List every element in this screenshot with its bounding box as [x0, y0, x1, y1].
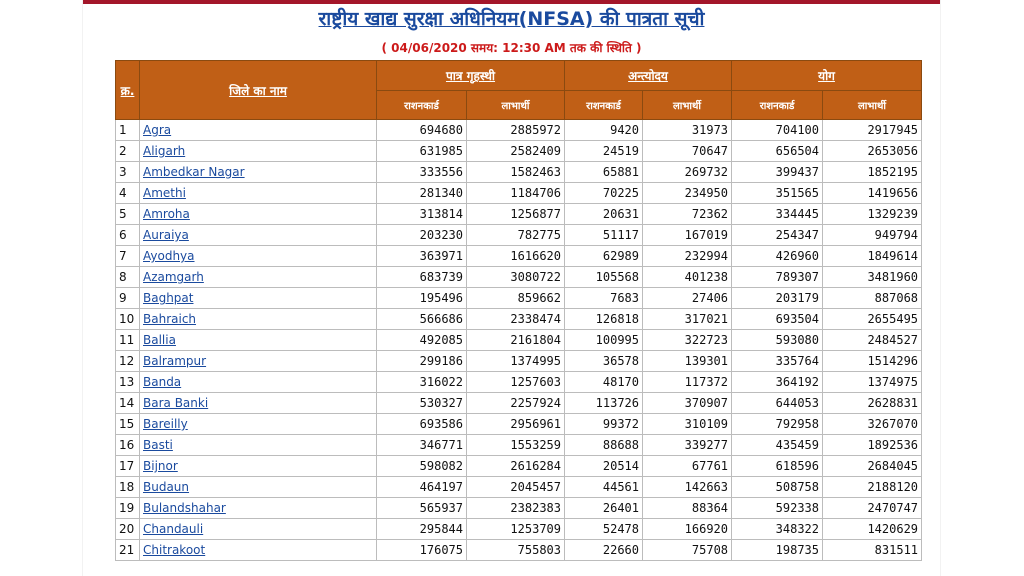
- row-serial-number: 20: [116, 519, 140, 540]
- value-cell: 3267070: [823, 414, 922, 435]
- value-cell: 693504: [732, 309, 823, 330]
- value-cell: 316022: [377, 372, 467, 393]
- row-serial-number: 18: [116, 477, 140, 498]
- value-cell: 139301: [643, 351, 732, 372]
- value-cell: 99372: [565, 414, 643, 435]
- table-row: [116, 309, 922, 330]
- district-cell: [140, 225, 377, 246]
- value-cell: 3080722: [467, 267, 565, 288]
- value-cell: 2956961: [467, 414, 565, 435]
- value-cell: 364192: [732, 372, 823, 393]
- value-cell: 65881: [565, 162, 643, 183]
- value-cell: 346771: [377, 435, 467, 456]
- value-cell: 755803: [467, 540, 565, 561]
- district-cell: [140, 351, 377, 372]
- value-cell: 831511: [823, 540, 922, 561]
- district-link[interactable]: Budaun: [143, 480, 190, 494]
- value-cell: 1420629: [823, 519, 922, 540]
- district-cell: [140, 183, 377, 204]
- table-row: [116, 204, 922, 225]
- district-cell: [140, 246, 377, 267]
- value-cell: 1329239: [823, 204, 922, 225]
- value-cell: 1374975: [823, 372, 922, 393]
- district-link[interactable]: Bijnor: [143, 459, 178, 473]
- row-serial-number: 2: [116, 141, 140, 162]
- district-link[interactable]: Amethi: [143, 186, 186, 200]
- value-cell: 295844: [377, 519, 467, 540]
- value-cell: 1616620: [467, 246, 565, 267]
- eligibility-table: [115, 60, 922, 561]
- table-row: [116, 351, 922, 372]
- value-cell: 566686: [377, 309, 467, 330]
- table-row: [116, 414, 922, 435]
- value-cell: 618596: [732, 456, 823, 477]
- district-link[interactable]: Chandauli: [143, 522, 204, 536]
- value-cell: 464197: [377, 477, 467, 498]
- col-header-sn: क्र.: [116, 61, 140, 120]
- value-cell: 2338474: [467, 309, 565, 330]
- value-cell: 2684045: [823, 456, 922, 477]
- table-body: [116, 120, 922, 561]
- value-cell: 348322: [732, 519, 823, 540]
- value-cell: 2616284: [467, 456, 565, 477]
- value-cell: 2917945: [823, 120, 922, 141]
- value-cell: 2045457: [467, 477, 565, 498]
- subheader-ration-cards: राशनकार्ड: [732, 91, 823, 120]
- district-cell: [140, 456, 377, 477]
- row-serial-number: 17: [116, 456, 140, 477]
- district-cell: [140, 372, 377, 393]
- value-cell: 48170: [565, 372, 643, 393]
- district-link[interactable]: Bara Banki: [143, 396, 209, 410]
- table-row: [116, 372, 922, 393]
- row-serial-number: 21: [116, 540, 140, 561]
- district-link[interactable]: Balrampur: [143, 354, 207, 368]
- row-serial-number: 15: [116, 414, 140, 435]
- value-cell: 62989: [565, 246, 643, 267]
- value-cell: 234950: [643, 183, 732, 204]
- district-link[interactable]: Banda: [143, 375, 182, 389]
- value-cell: 1582463: [467, 162, 565, 183]
- value-cell: 2257924: [467, 393, 565, 414]
- table-row: [116, 519, 922, 540]
- district-link[interactable]: Amroha: [143, 207, 190, 221]
- status-timestamp: ( 04/06/2020 समय: 12:30 AM तक की स्थिति ): [381, 41, 642, 55]
- district-link[interactable]: Ambedkar Nagar: [143, 165, 245, 179]
- row-serial-number: 1: [116, 120, 140, 141]
- value-cell: 51117: [565, 225, 643, 246]
- subheader-beneficiaries: लाभार्थी: [467, 91, 565, 120]
- value-cell: 2885972: [467, 120, 565, 141]
- value-cell: 24519: [565, 141, 643, 162]
- table-row: [116, 246, 922, 267]
- value-cell: 399437: [732, 162, 823, 183]
- value-cell: 370907: [643, 393, 732, 414]
- district-cell: [140, 498, 377, 519]
- value-cell: 269732: [643, 162, 732, 183]
- value-cell: 2470747: [823, 498, 922, 519]
- value-cell: 631985: [377, 141, 467, 162]
- district-cell: [140, 477, 377, 498]
- value-cell: 2382383: [467, 498, 565, 519]
- row-serial-number: 12: [116, 351, 140, 372]
- district-cell: [140, 393, 377, 414]
- table-row: [116, 498, 922, 519]
- value-cell: 789307: [732, 267, 823, 288]
- value-cell: 67761: [643, 456, 732, 477]
- table-row: [116, 267, 922, 288]
- value-cell: 20514: [565, 456, 643, 477]
- value-cell: 1257603: [467, 372, 565, 393]
- value-cell: 100995: [565, 330, 643, 351]
- subheader-beneficiaries: लाभार्थी: [643, 91, 732, 120]
- district-cell: [140, 540, 377, 561]
- value-cell: 2655495: [823, 309, 922, 330]
- value-cell: 310109: [643, 414, 732, 435]
- value-cell: 792958: [732, 414, 823, 435]
- value-cell: 3481960: [823, 267, 922, 288]
- value-cell: 166920: [643, 519, 732, 540]
- value-cell: 704100: [732, 120, 823, 141]
- value-cell: 593080: [732, 330, 823, 351]
- value-cell: 167019: [643, 225, 732, 246]
- value-cell: 142663: [643, 477, 732, 498]
- value-cell: 117372: [643, 372, 732, 393]
- district-link[interactable]: Bareilly: [143, 417, 188, 431]
- table-row: [116, 435, 922, 456]
- value-cell: 782775: [467, 225, 565, 246]
- value-cell: 198735: [732, 540, 823, 561]
- value-cell: 333556: [377, 162, 467, 183]
- subheader-beneficiaries: लाभार्थी: [823, 91, 922, 120]
- district-cell: [140, 309, 377, 330]
- district-link[interactable]: Ayodhya: [143, 249, 195, 263]
- value-cell: 1253709: [467, 519, 565, 540]
- table-row: [116, 540, 922, 561]
- value-cell: 52478: [565, 519, 643, 540]
- value-cell: 22660: [565, 540, 643, 561]
- district-cell: [140, 288, 377, 309]
- value-cell: 335764: [732, 351, 823, 372]
- row-serial-number: 7: [116, 246, 140, 267]
- value-cell: 565937: [377, 498, 467, 519]
- district-cell: [140, 141, 377, 162]
- value-cell: 26401: [565, 498, 643, 519]
- value-cell: 1849614: [823, 246, 922, 267]
- value-cell: 36578: [565, 351, 643, 372]
- value-cell: 203230: [377, 225, 467, 246]
- row-serial-number: 8: [116, 267, 140, 288]
- table-row: [116, 141, 922, 162]
- table-row: [116, 330, 922, 351]
- district-link[interactable]: Bulandshahar: [143, 501, 226, 515]
- value-cell: 281340: [377, 183, 467, 204]
- value-cell: 2653056: [823, 141, 922, 162]
- value-cell: 88364: [643, 498, 732, 519]
- value-cell: 126818: [565, 309, 643, 330]
- table-row: [116, 225, 922, 246]
- row-serial-number: 4: [116, 183, 140, 204]
- district-cell: [140, 267, 377, 288]
- col-header-district: जिले का नाम: [140, 61, 377, 120]
- row-serial-number: 3: [116, 162, 140, 183]
- table-row: [116, 393, 922, 414]
- value-cell: 1374995: [467, 351, 565, 372]
- top-accent-bar: [83, 0, 940, 4]
- district-cell: [140, 162, 377, 183]
- value-cell: 7683: [565, 288, 643, 309]
- district-link[interactable]: Auraiya: [143, 228, 189, 242]
- value-cell: 75708: [643, 540, 732, 561]
- page-title: राष्ट्रीय खाद्य सुरक्षा अधिनियम(NFSA) की पात्रता सूची: [318, 8, 705, 30]
- value-cell: 1553259: [467, 435, 565, 456]
- row-serial-number: 19: [116, 498, 140, 519]
- value-cell: 887068: [823, 288, 922, 309]
- table-row: [116, 477, 922, 498]
- value-cell: 1419656: [823, 183, 922, 204]
- value-cell: 322723: [643, 330, 732, 351]
- value-cell: 195496: [377, 288, 467, 309]
- value-cell: 20631: [565, 204, 643, 225]
- value-cell: 31973: [643, 120, 732, 141]
- district-cell: [140, 204, 377, 225]
- value-cell: 1184706: [467, 183, 565, 204]
- value-cell: 70225: [565, 183, 643, 204]
- table-row: [116, 183, 922, 204]
- group-header-antyodaya: अन्त्योदय: [565, 61, 732, 91]
- value-cell: 656504: [732, 141, 823, 162]
- district-cell: [140, 330, 377, 351]
- value-cell: 1514296: [823, 351, 922, 372]
- value-cell: 2582409: [467, 141, 565, 162]
- value-cell: 644053: [732, 393, 823, 414]
- value-cell: 232994: [643, 246, 732, 267]
- value-cell: 105568: [565, 267, 643, 288]
- row-serial-number: 14: [116, 393, 140, 414]
- district-cell: [140, 519, 377, 540]
- district-link[interactable]: Chitrakoot: [143, 543, 206, 557]
- row-serial-number: 5: [116, 204, 140, 225]
- value-cell: 1852195: [823, 162, 922, 183]
- value-cell: 2188120: [823, 477, 922, 498]
- value-cell: 2161804: [467, 330, 565, 351]
- value-cell: 949794: [823, 225, 922, 246]
- row-serial-number: 13: [116, 372, 140, 393]
- district-link[interactable]: Baghpat: [143, 291, 194, 305]
- value-cell: 592338: [732, 498, 823, 519]
- value-cell: 859662: [467, 288, 565, 309]
- value-cell: 2628831: [823, 393, 922, 414]
- value-cell: 72362: [643, 204, 732, 225]
- district-link[interactable]: Bahraich: [143, 312, 197, 326]
- row-serial-number: 10: [116, 309, 140, 330]
- value-cell: 313814: [377, 204, 467, 225]
- district-link[interactable]: Aligarh: [143, 144, 186, 158]
- table-row: [116, 162, 922, 183]
- value-cell: 363971: [377, 246, 467, 267]
- value-cell: 88688: [565, 435, 643, 456]
- page: [83, 0, 940, 576]
- table-row: [116, 456, 922, 477]
- district-link[interactable]: Basti: [143, 438, 173, 452]
- row-serial-number: 16: [116, 435, 140, 456]
- value-cell: 2484527: [823, 330, 922, 351]
- value-cell: 44561: [565, 477, 643, 498]
- value-cell: 508758: [732, 477, 823, 498]
- table-row: [116, 288, 922, 309]
- value-cell: 1256877: [467, 204, 565, 225]
- value-cell: 254347: [732, 225, 823, 246]
- value-cell: 113726: [565, 393, 643, 414]
- row-serial-number: 9: [116, 288, 140, 309]
- value-cell: 426960: [732, 246, 823, 267]
- value-cell: 693586: [377, 414, 467, 435]
- value-cell: 351565: [732, 183, 823, 204]
- value-cell: 598082: [377, 456, 467, 477]
- district-link[interactable]: Ballia: [143, 333, 176, 347]
- value-cell: 1892536: [823, 435, 922, 456]
- value-cell: 27406: [643, 288, 732, 309]
- row-serial-number: 11: [116, 330, 140, 351]
- value-cell: 9420: [565, 120, 643, 141]
- value-cell: 339277: [643, 435, 732, 456]
- subheader-ration-cards: राशनकार्ड: [565, 91, 643, 120]
- group-header-eligible-household: पात्र गृहस्थी: [377, 61, 565, 91]
- row-serial-number: 6: [116, 225, 140, 246]
- value-cell: 694680: [377, 120, 467, 141]
- value-cell: 435459: [732, 435, 823, 456]
- value-cell: 401238: [643, 267, 732, 288]
- district-cell: [140, 435, 377, 456]
- group-header-total: योग: [732, 61, 922, 91]
- table-row: [116, 120, 922, 141]
- district-cell: [140, 414, 377, 435]
- value-cell: 492085: [377, 330, 467, 351]
- value-cell: 334445: [732, 204, 823, 225]
- value-cell: 203179: [732, 288, 823, 309]
- district-cell: [140, 120, 377, 141]
- value-cell: 683739: [377, 267, 467, 288]
- value-cell: 70647: [643, 141, 732, 162]
- value-cell: 530327: [377, 393, 467, 414]
- subheader-ration-cards: राशनकार्ड: [377, 91, 467, 120]
- value-cell: 317021: [643, 309, 732, 330]
- district-link[interactable]: Azamgarh: [143, 270, 204, 284]
- value-cell: 176075: [377, 540, 467, 561]
- district-link[interactable]: Agra: [143, 123, 172, 137]
- value-cell: 299186: [377, 351, 467, 372]
